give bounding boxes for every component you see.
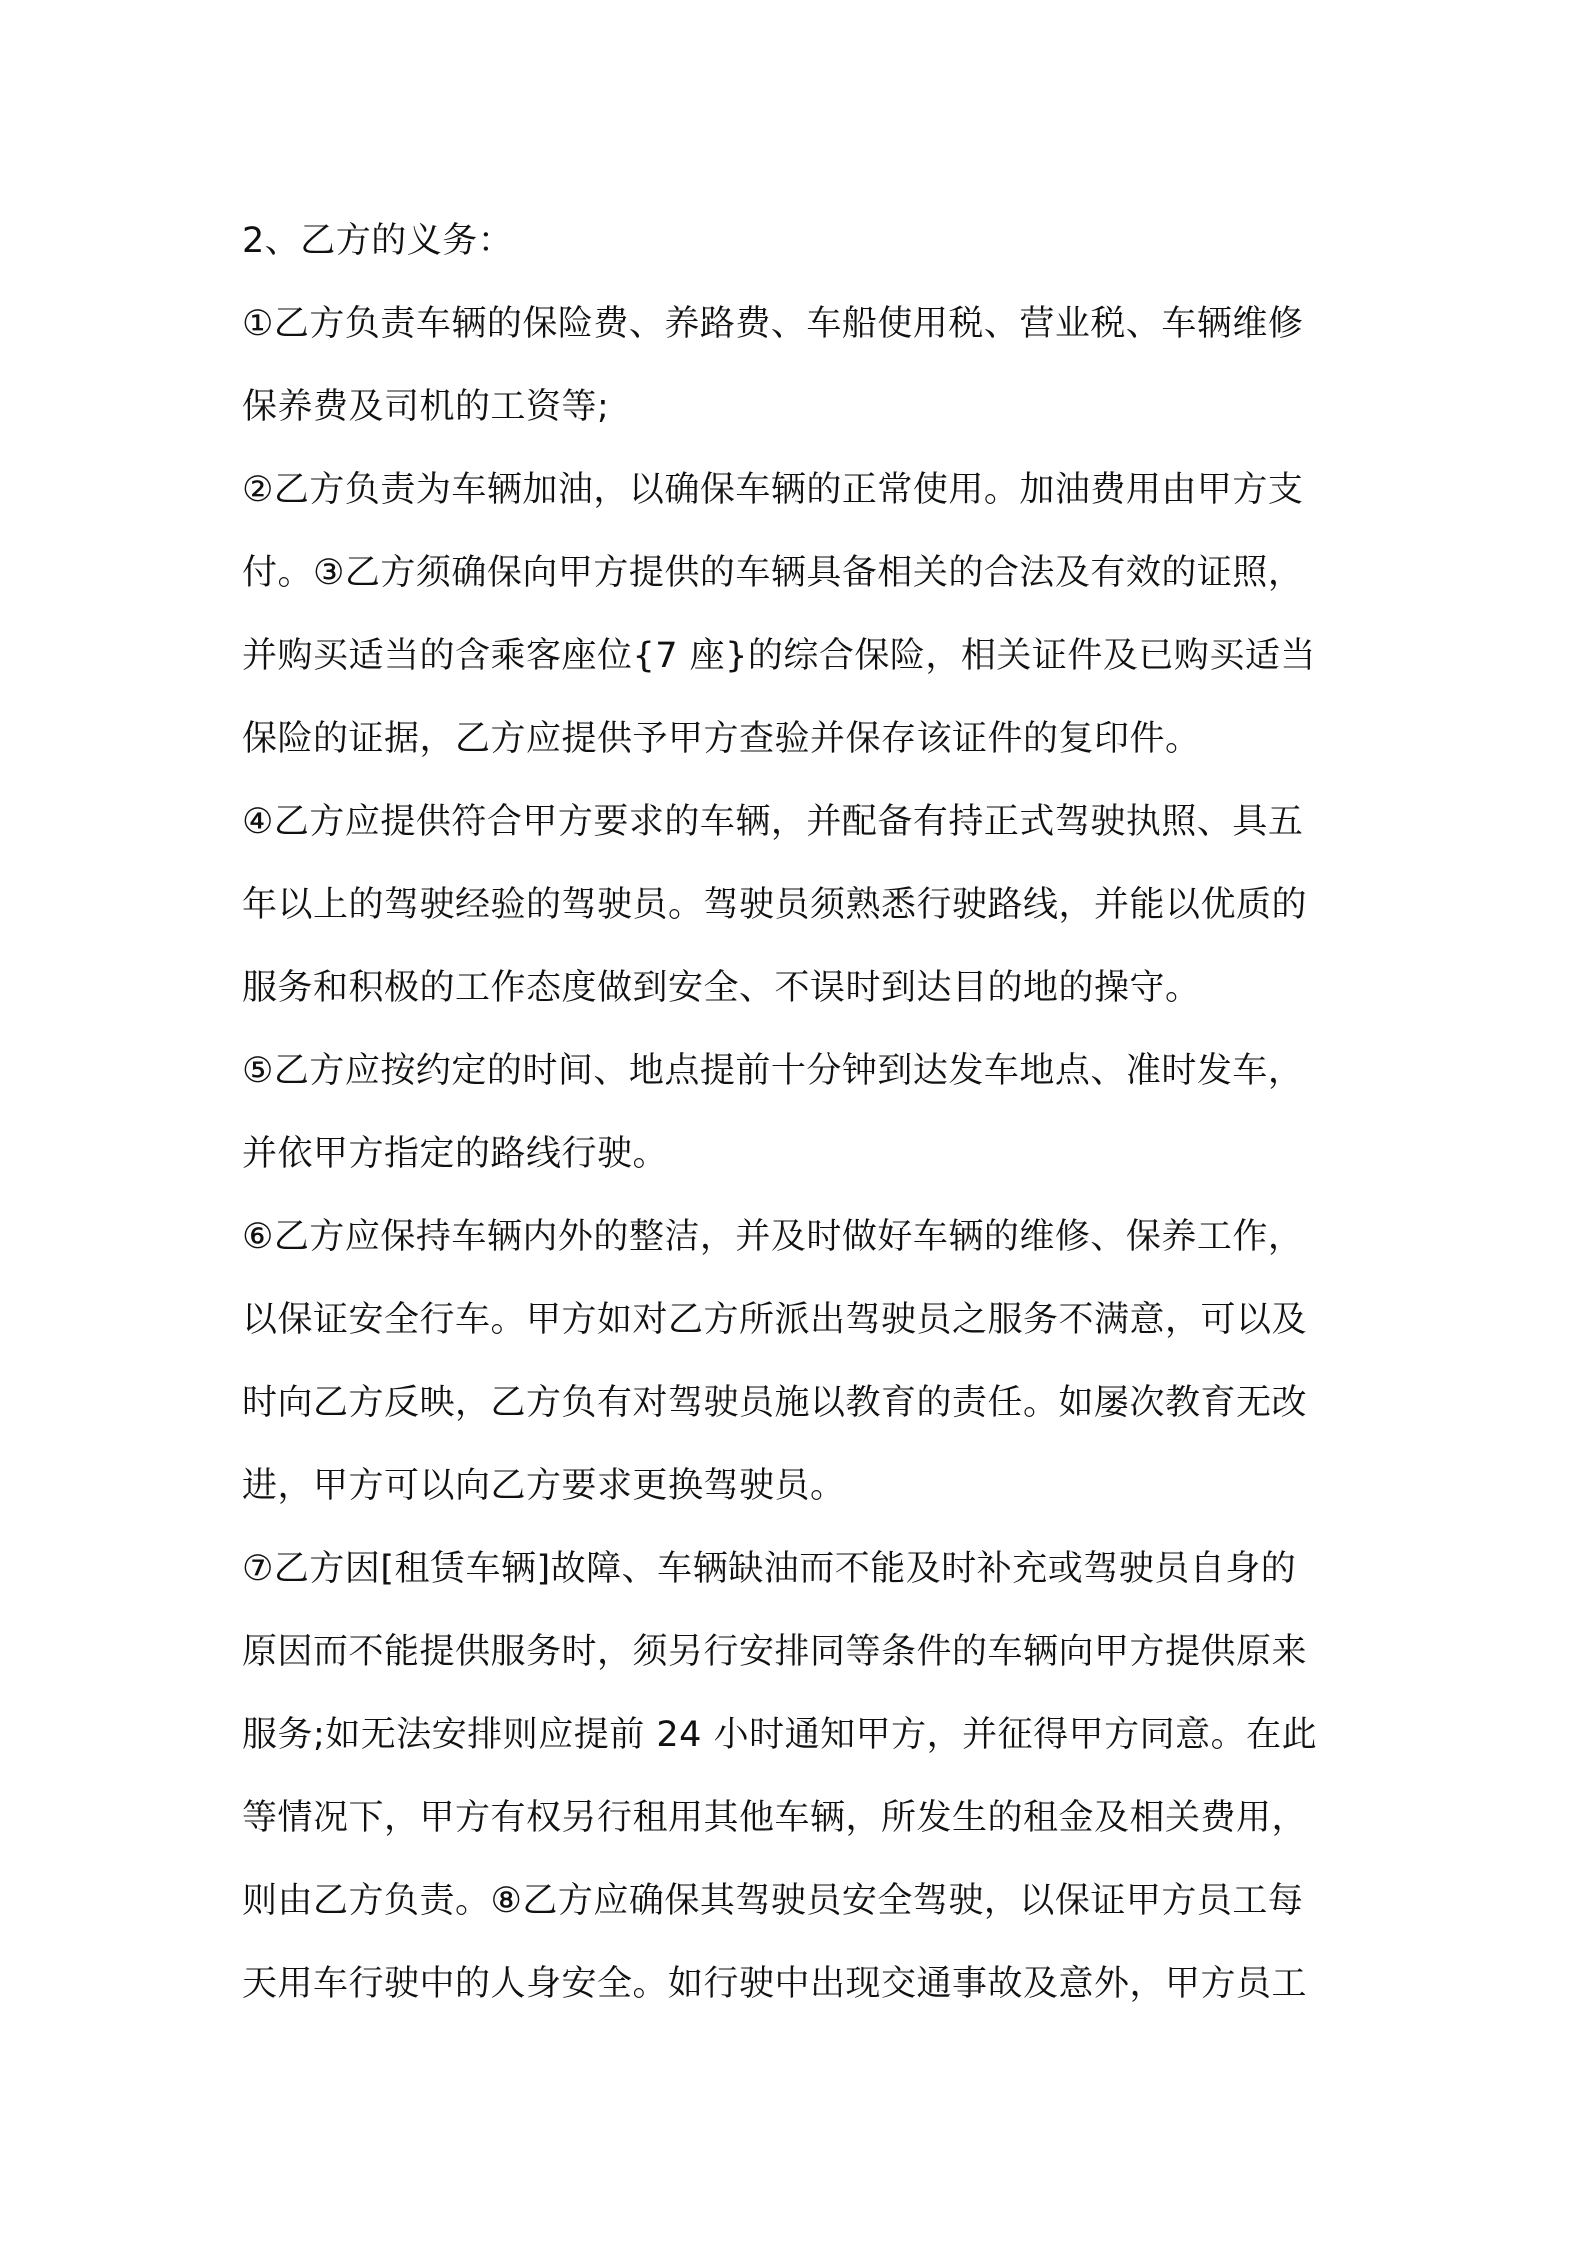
- text-line: ⑤乙方应按约定的时间、地点提前十分钟到达发车地点、准时发车，: [242, 1051, 1304, 1091]
- text-line: ④乙方应提供符合甲方要求的车辆，并配备有持正式驾驶执照、具五: [242, 802, 1304, 842]
- text-line: 等情况下，甲方有权另行租用其他车辆，所发生的租金及相关费用，: [242, 1798, 1308, 1838]
- text-line: 并购买适当的含乘客座位{7 座}的综合保险，相关证件及已购买适当: [242, 636, 1316, 676]
- text-line: 付。③乙方须确保向甲方提供的车辆具备相关的合法及有效的证照，: [242, 553, 1304, 593]
- section-heading: 2、乙方的义务：: [242, 221, 514, 261]
- text-line: ⑥乙方应保持车辆内外的整洁，并及时做好车辆的维修、保养工作，: [242, 1217, 1304, 1257]
- text-line: ⑦乙方因[租赁车辆]故障、车辆缺油而不能及时补充或驾驶员自身的: [242, 1549, 1297, 1589]
- text-line: 以保证安全行车。甲方如对乙方所派出驾驶员之服务不满意，可以及: [242, 1300, 1308, 1340]
- document-body: [242, 200, 1362, 2026]
- text-line: 进，甲方可以向乙方要求更换驾驶员。: [242, 1466, 846, 1506]
- text-line: 服务和积极的工作态度做到安全、不误时到达目的地的操守。: [242, 968, 1201, 1008]
- text-line: ②乙方负责为车辆加油，以确保车辆的正常使用。加油费用由甲方支: [242, 470, 1304, 510]
- text-line: 并依甲方指定的路线行驶。: [242, 1134, 669, 1174]
- text-line: 原因而不能提供服务时，须另行安排同等条件的车辆向甲方提供原来: [242, 1632, 1308, 1672]
- text-line: 时向乙方反映，乙方负有对驾驶员施以教育的责任。如屡次教育无改: [242, 1383, 1308, 1423]
- text-line: 保养费及司机的工资等;: [242, 387, 610, 427]
- text-line: 保险的证据，乙方应提供予甲方查验并保存该证件的复印件。: [242, 719, 1201, 759]
- text-line: ①乙方负责车辆的保险费、养路费、车船使用税、营业税、车辆维修: [242, 304, 1304, 344]
- text-line: 则由乙方负责。⑧乙方应确保其驾驶员安全驾驶，以保证甲方员工每: [242, 1881, 1304, 1921]
- text-line: 天用车行驶中的人身安全。如行驶中出现交通事故及意外，甲方员工: [242, 1964, 1308, 2004]
- text-line: 服务;如无法安排则应提前 24 小时通知甲方，并征得甲方同意。在此: [242, 1715, 1318, 1755]
- text-line: 年以上的驾驶经验的驾驶员。驾驶员须熟悉行驶路线，并能以优质的: [242, 885, 1308, 925]
